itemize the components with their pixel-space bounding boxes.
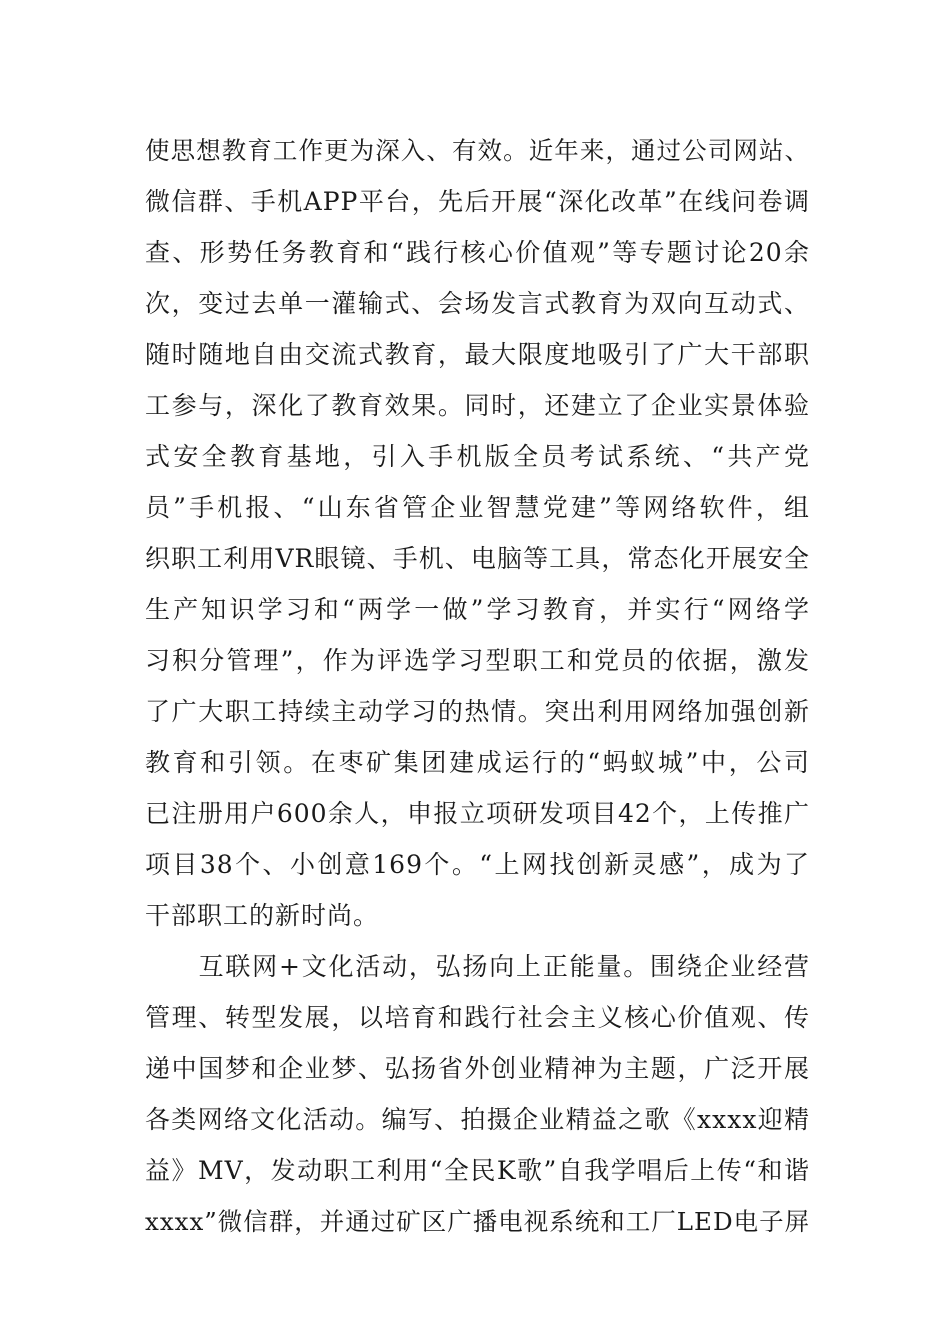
text-line: 教育和引领。在枣矿集团建成运行的“蚂蚁城”中，公司 xyxy=(145,748,810,777)
text-line: 项目38个、小创意169个。“上网找创新灵感”，成为了 xyxy=(145,850,810,879)
text-line: 益》MV，发动职工利用“全民K歌”自我学唱后上传“和谐 xyxy=(145,1156,810,1185)
text-line: 互联网+文化活动，弘扬向上正能量。围绕企业经营 xyxy=(145,952,810,981)
text-line: 了广大职工持续主动学习的热情。突出利用网络加强创新 xyxy=(145,697,810,726)
text-line: 式安全教育基地，引入手机版全员考试系统、“共产党 xyxy=(145,442,810,471)
text-line: 生产知识学习和“两学一做”学习教育，并实行“网络学 xyxy=(145,595,810,624)
text-line: xxxx”微信群，并通过矿区广播电视系统和工厂LED电子屏 xyxy=(145,1207,811,1236)
text-line: 员”手机报、“山东省管企业智慧党建”等网络软件，组 xyxy=(145,493,810,522)
text-line: 随时随地自由交流式教育，最大限度地吸引了广大干部职 xyxy=(145,340,810,369)
text-line: 干部职工的新时尚。 xyxy=(145,901,380,930)
text-line: 次，变过去单一灌输式、会场发言式教育为双向互动式、 xyxy=(145,289,810,318)
text-line: 各类网络文化活动。编写、拍摄企业精益之歌《xxxx迎精 xyxy=(145,1105,810,1134)
text-line: 管理、转型发展，以培育和践行社会主义核心价值观、传 xyxy=(145,1003,810,1032)
text-line: 递中国梦和企业梦、弘扬省外创业精神为主题，广泛开展 xyxy=(145,1054,810,1083)
text-line: 微信群、手机APP平台，先后开展“深化改革”在线问卷调 xyxy=(145,187,810,216)
text-line: 查、形势任务教育和“践行核心价值观”等专题讨论20余 xyxy=(145,238,810,267)
text-line: 已注册用户600余人，申报立项研发项目42个，上传推广 xyxy=(145,799,810,828)
text-line: 织职工利用VR眼镜、手机、电脑等工具，常态化开展安全 xyxy=(145,544,810,573)
text-line: 习积分管理”，作为评选学习型职工和党员的依据，激发 xyxy=(145,646,810,675)
text-line: 使思想教育工作更为深入、有效。近年来，通过公司网站、 xyxy=(145,136,810,165)
text-line: 工参与，深化了教育效果。同时，还建立了企业实景体验 xyxy=(145,391,810,420)
